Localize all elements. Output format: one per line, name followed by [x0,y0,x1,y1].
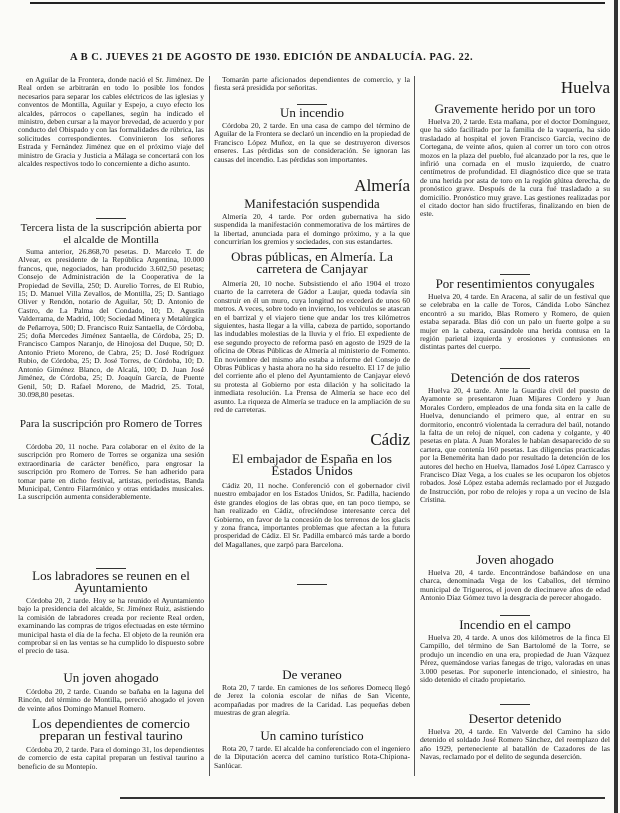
page-edge-border [614,0,618,813]
article-body: Huelva 20, 4 tarde. A unos dos kilómetros de la finca El Campillo, del término de San Bartolomé de la Torre, se produjo un incendio en una era, propiedad de Juan Vázquez Pérez, quemándose varias fanegas de trigo, valoradas en unas 3.000 pesetas. Por suponerle intencionado, el siniestro, ha sido detenido el citado propietario. [420,634,610,685]
section-almeria: Almería [354,176,410,195]
column-divider [414,76,415,776]
bottom-rule [120,797,605,799]
article-body: Rota 20, 7 tarde. En camiones de los señores Domecq llegó de Jerez la colonia escolar de niñas de San Vicente, acompañadas por madres de la Caridad. Las pequeñas deben muestras de gran alegría. [214,684,410,718]
headline-dependientes: Los dependientes de comercio preparan un festival taurino [32,718,190,743]
headline-un-incendio: Un incendio [280,107,344,120]
headline-herido-por-toro: Gravemente herido por un toro [434,103,596,116]
article-body: Huelva 20, 4 tarde. Ante la Guardia civil del puesto de Ayamonte se presentaron Juan Mijares Cordero y Juan Morales Cordero, empleados de una fonda sita en la calle de Huelva, denunciando el primero que, al entrar en su dormitorio, encontró violentada la cerradura del baúl, notando la falta de un reloj de níquel, con cadena y colgante, y 40 pesetas en plata. A Juan Morales le habían desaparecido de su cartera, que contenía 160 pesetas. Las diligencias practicadas por la Benemérita han dado por resultado la detención de los autores del hecho en Huelva, llamados José López Carrasco y Francisco Díaz Vega, a los cuales se les ocuparon los objetos robados. José López estaba además reclamado por el Juzgado de Instrucción, por robo de relojes y ropa a un vecino de Isla Cristina. [420,387,610,505]
article-body: Huelva 20, 4 tarde. En Aracena, al salir de un festival que se celebraba en la calle de Toros, Cándida Lobo Sánchez encontró a su marido, Blas Romero y Romero, de quien estaba separada. Blas dió con un palo un fuerte golpe a su mujer en la cabeza, causándole una herida contusa en la región parietal izquierda y erosiones y contusiones en distintas partes del cuerpo. [420,293,610,352]
article-body: Córdoba 20, 2 tarde. Cuando se bañaba en la laguna del Rincón, del término de Montilla, pereció ahogado el joven de veinte años Domingo Manuel Romero. [18,688,204,713]
headline-resentimientos: Por resentimientos conyugales [435,278,595,291]
article-body: Córdoba 20, 11 noche. Para colaborar en el éxito de la suscripción pro Romero de Torres se organiza una sesión extraordinaria de carácter benéfico, para engrosar la suscripción pro Romero de Torres. Se han adherido para tomar parte en dicho festival, artistas, periodistas, Banda Municipal, Centro Filarmónico y otras entidades musicales. La suscripción aumenta considerablemente. [18,443,204,502]
article-body: Rota 20, 7 tarde. El alcalde ha conferenciado con el ingeniero de la Diputación acerca del camino turístico Rota-Chipiona-Sanlúcar. [214,745,410,770]
headline-embajador: El embajador de España en los Estados Unidos [232,453,392,478]
article-body: Almería 20, 4 tarde. Por orden gubernativa ha sido suspendida la manifestación conmemorativa de los mártires de la libertad, anunciada para el domingo próximo, y a la que concurrirían los gremios y sociedades, con sus estandartes. [214,213,410,247]
headline-romero-de-torres: Para la suscripción pro Romero de Torres [19,418,203,430]
article-body: Suma anterior, 26.868,70 pesetas. D. Marcelo T. de Alvear, ex presidente de la República Argentina, 10.000 francos, que, negociados, han producido 3.602,50 pesetas; Consejo de Administración de la Cooperativa de la Propiedad de Sevilla, 250; D. Aurelio Torres, de El Rubio, 15; D. Manuel Villa Zevallos, de Montilla, 25; D. Santiago Oliver y Rendón, notario de Aguilar, 50; D. Antonio de Castro, de La Palma del Condado, 10; D. Agustín Valderrama, de Madrid, 100; Sociedad Minera y Metalúrgica de Peñarroya, 500; D. Francisco Ruiz Santaella, de Córdoba, 25; doña Mercedes Jiménez Santaella, de Córdoba, 25; D. Francisco Campos Naranjo, de Hinojosa del Duque, 50; D. Antonio Prieto Moreno, de Cabra, 25; D. José Rodríguez Rubio, de Córdoba, 25; D. José Torres, de Córdoba, 10; D. Antonio Giménez Blanco, de Alcalá, 100; D. Juan José Jiménez, de Córdoba, 25; D. Joaquín García, de Puente Genil, 50; D. Rafael Moreno, de Madrid, 25. Total, 30.098,80 pesetas. [18,248,204,399]
article-body: Córdoba 20, 2 tarde. En una casa de campo del término de Aguilar de la Frontera se declaró un incendio en la propiedad de Francisco López Muñoz, en la que se destruyeron diversos enseres. Las pérdidas son de consideración. Se ignoran las causas del incendio. Las pérdidas son importantes. [214,122,410,164]
article-body: Huelva 20, 4 tarde. En Valverde del Camino ha sido detenido el soldado José Romero Sánchez, del reemplazo del año 1929, perteneciente al batallón de Cazadores de las Navas, reclamado por el delito de segunda deserción. [420,728,610,762]
article-body: Córdoba 20, 2 tarde. Para el domingo 31, los dependientes de comercio de esta capital preparan un festival taurino a beneficio de su Montepío. [18,746,204,771]
headline-joven-ahogado-huelva: Joven ahogado [476,554,554,567]
headline-labradores: Los labradores se reunen en el Ayuntamiento [32,570,190,595]
article-body: Huelva 20, 4 tarde. Encontrándose bañándose en una charca, denominada Vega de los Caballos, del término municipal de Trigueros, el joven de diecinueve años de edad Antonio Díaz Gómez tuvo la desgracia de perecer ahogado. [420,569,610,603]
headline-joven-ahogado: Un joven ahogado [63,672,159,685]
article-body: Almería 20, 10 noche. Subsistiendo el año 1904 el trozo cuarto de la carretera de Gádor a Laujar, queda todavía sin construir en él un muro, cuya longitud no excederá de unos 60 metros. A veces, sobre todo en invierno, los vehículos se atascan en el barrizal y el viajero tiene que andar los tres kilómetros siguientes, hasta llegar a la villa, cabeza de partido, soportando las indudables molestias de la lluvia y el frío. El expediente de ese segundo proyecto de reforma pasó en agosto de 1929 de la oficina de Obras Públicas de Almería al ministerio de Fomento. En noviembre del mismo año estaba a informe del Consejo de Obras Públicas y hasta ahora no ha sido resuelto. El 17 de julio del corriente año el pleno del Ayuntamiento de Canjayar elevó su protesta al Gobierno por esta dilación y ha solicitado la inmediata resolución. La Prensa de Almería se hace eco del asunto. La riqueza de Almería se traduce en la ampliación de su red de carreteras. [214,280,410,415]
article-body: Cádiz 20, 11 noche. Conferenció con el gobernador civil nuestro embajador en los Estados Unidos, Sr. Padilla, haciendo éste grandes elogios de las obras que, en tan poco tiempo, se han realizado en Cádiz, ofreciéndose interesante cerca del Gobierno, en favor de la concesión de los terrenos de los glacis y zona franca, importantes problemas que afectan a la futura prosperidad de Cádiz. El Sr. Padilla embarcó más tarde a bordo del Magallanes, que zarpó para Barcelona. [214,482,410,549]
headline-manifestacion: Manifestación suspendida [244,198,380,211]
headline-desertor: Desertor detenido [468,713,562,726]
headline-tercera-lista: Tercera lista de la suscripción abierta por el alcalde de Montilla [20,222,202,246]
section-cadiz: Cádiz [370,430,410,449]
article-continuation: en Aguilar de la Frontera, donde nació el Sr. Jiménez. De Real orden se arbitrarán en todo lo posible los fondos necesarios para separar los cables eléctricos de las iglesias y conventos de Montilla, Aguilar y Espejo, a cuyo efecto los alcaldes, párrocos o capellanes, según ha indicado el ministro, deben cursar a la mayor brevedad, de acuerdo y por conducto del Obispado y con las formalidades de rúbrica, las solicitudes correspondientes. Convinieron los señores Estrada y Fernández Jiménez que en el próximo viaje del ministro de Gracia y Justicia a Málaga se concertará con los alcaldes respectivos todo lo concerniente a dicho asunto. [18,76,204,169]
article-continuation: Tomarán parte aficionados dependientes de comercio, y la fiesta será presidida por señoritas. [214,76,410,93]
column-divider [209,76,210,776]
headline-camino-turistico: Un camino turístico [260,730,364,743]
headline-incendio-campo: Incendio en el campo [459,619,571,632]
section-huelva: Huelva [560,78,610,97]
page-masthead: A B C. JUEVES 21 DE AGOSTO DE 1930. EDICIÓN DE ANDALUCÍA. PAG. 22. [70,52,474,63]
article-body: Huelva 20, 2 tarde. Esta mañana, por el doctor Domínguez, que ha sido facilitado por la familia de la vaquería, ha sido trasladado al hospital el joven Francisco García, vecino de Cortegana, de veinte años, quien al correr un toro con otros mozos en la plaza del pueblo, fué alcanzado por la res, que le infirió una cornada en el muslo izquierdo, de cuatro centímetros de profundidad. El diagnóstico dice que se trata de una herida por asta de toro en la región glútea derecha, de pronóstico grave. Después de la cura fué trasladado a su domicilio. Pronóstico muy grave. Las gestiones realizadas por el citado doctor han sido fructíferas, finalizando en bien de este. [420,118,610,219]
top-rule [30,2,605,4]
article-body: Córdoba 20, 2 tarde. Hoy se ha reunido el Ayuntamiento bajo la presidencia del alcalde, Sr. Jiménez Ruiz, asistiendo la comisión de labradores creada por reciente Real orden, examinando las compras de trigos efectuadas en este término municipal hasta el día de la fecha. El objeto de la reunión era comprobar si en las ventas se ha cumplido lo dispuesto sobre el precio de tasa. [18,597,204,656]
headline-detencion-rateros: Detención de dos rateros [450,372,580,385]
headline-de-veraneo: De veraneo [282,669,342,682]
headline-obras-publicas: Obras públicas, en Almería. La carretera de Canjayar [231,251,393,276]
